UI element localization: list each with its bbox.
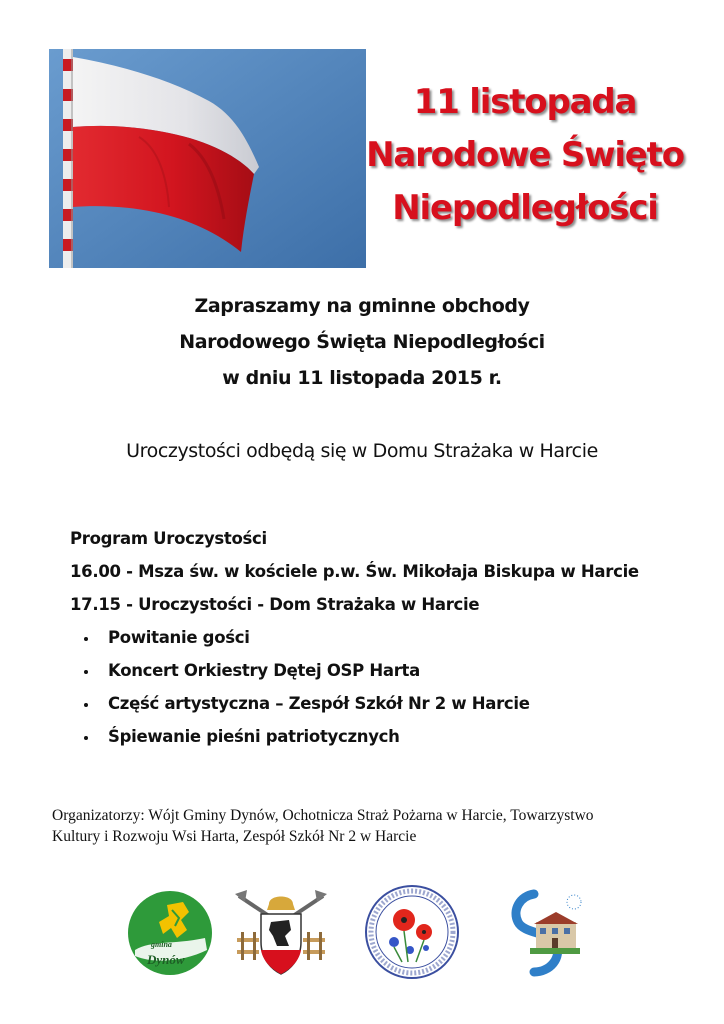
gmina-name-label: Dynów (147, 952, 185, 967)
bullet-icon (84, 670, 88, 674)
school-emblem-icon (500, 888, 590, 978)
gmina-dynow-logo (127, 890, 213, 976)
program-bullet-item (70, 687, 710, 720)
bullet-text: Śpiewanie pieśni patriotycznych (108, 727, 400, 746)
headline-line-3: Niepodległości (392, 188, 658, 228)
polish-flag-photo (49, 49, 366, 268)
headline-line-1: 11 listopada (413, 82, 637, 122)
program-bullet-item (70, 621, 710, 654)
polish-flag-image (49, 49, 366, 268)
bullet-text: Powitanie gości (108, 628, 250, 647)
venue-text: Uroczystości odbędą się w Domu Strażaka w Harcie (126, 440, 598, 462)
organizers-line-1: Organizatorzy: Wójt Gminy Dynów, Ochotnicza Straż Pożarna w Harcie, Towarzystwo (52, 807, 594, 824)
bullet-text: Część artystyczna – Zespół Szkół Nr 2 w Harcie (108, 694, 530, 713)
invitation-line-2: Narodowego Święta Niepodległości (179, 331, 545, 353)
invitation-line-1: Zapraszamy na gminne obchody (194, 295, 530, 317)
society-emblem-icon (364, 884, 460, 980)
bullet-icon (84, 736, 88, 740)
program-bullet-item (70, 720, 710, 753)
firefighter-emblem-icon (233, 890, 329, 976)
headline (360, 76, 690, 235)
bullet-text: Koncert Orkiestry Dętej OSP Harta (108, 661, 420, 680)
bullet-icon (84, 703, 88, 707)
invitation (0, 288, 724, 396)
society-harta-logo (364, 884, 460, 980)
sponsor-logos (0, 880, 724, 990)
invitation-line-3: w dniu 11 listopada 2015 r. (222, 367, 502, 389)
organizers (52, 805, 692, 847)
headline-line-2: Narodowe Święto (366, 135, 684, 175)
program-item: 16.00 - Msza św. w kościele p.w. Św. Mikołaja Biskupa w Harcie (70, 562, 639, 581)
bullet-icon (84, 637, 88, 641)
osp-firefighters-logo (233, 890, 329, 976)
program-item: 17.15 - Uroczystości - Dom Strażaka w Harcie (70, 595, 480, 614)
program-heading: Program Uroczystości (70, 529, 267, 548)
program-bullet-item (70, 654, 710, 687)
program (70, 522, 710, 753)
organizers-line-2: Kultury i Rozwoju Wsi Harta, Zespół Szkół Nr 2 w Harcie (52, 828, 417, 845)
school-zs2-harta-logo (500, 888, 590, 978)
gmina-small-label: gmina (151, 940, 172, 949)
